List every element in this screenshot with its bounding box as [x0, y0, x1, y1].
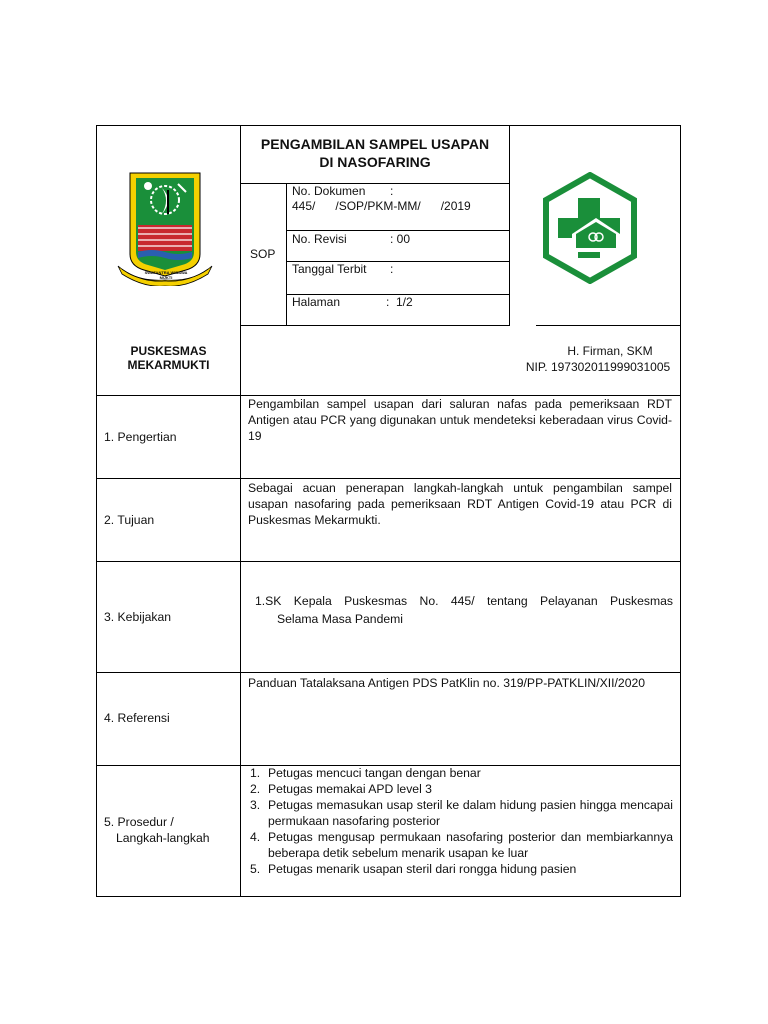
signature-block	[510, 343, 710, 375]
halaman-value: : 1/2	[386, 295, 413, 309]
referensi-text: Panduan Tatalaksana Antigen PDS PatKlin no. 319/PP-PATKLIN/XII/2020	[248, 676, 646, 690]
list-item: 4. Petugas mengusap permukaan nasofaring posterior dan membiarkannya beberapa detik sebelum menarik usapan ke luar	[250, 830, 673, 860]
prosedur-label-line2: Langkah-langkah	[116, 831, 210, 845]
prosedur-steps	[250, 765, 673, 877]
signer-name: H. Firman, SKM	[567, 344, 653, 358]
emblem-motto: SWATANTRA WIBAWA MUKTI	[144, 270, 188, 280]
revisi-value: : 00	[390, 232, 411, 246]
kebijakan-line2: Selama Masa Pandemi	[277, 612, 403, 626]
halaman-label: Halaman	[292, 295, 341, 309]
doc-no-colon: :	[390, 184, 394, 198]
title-line2: DI NASOFARING	[319, 154, 431, 170]
referensi-label: 4. Referensi	[104, 711, 170, 725]
list-item: 2. Petugas memakai APD level 3	[250, 782, 432, 796]
list-item: 5. Petugas menarik usapan steril dari rongga hidung pasien	[250, 862, 577, 876]
doc-no-label: No. Dokumen	[292, 184, 366, 198]
regency-emblem	[116, 170, 214, 286]
tujuan-text: Sebagai acuan penerapan langkah-langkah untuk pengambilan sampel usapan nasofaring pada pemeriksaan RDT Antigen Covid-19 atau PCR di Puskesmas Mekarmukti.	[248, 481, 672, 527]
prosedur-label	[104, 814, 210, 846]
puskesmas-logo-icon	[542, 172, 638, 284]
tujuan-label: 2. Tujuan	[104, 513, 155, 527]
title-line1: PENGAMBILAN SAMPEL USAPAN	[260, 136, 490, 152]
pengertian-text: Pengambilan sampel usapan dari saluran nafas pada pemeriksaan RDT Antigen atau PCR yang digunakan untuk mendeteksi keberadaan virus Covid-19	[248, 397, 672, 443]
terbit-value: :	[390, 262, 394, 276]
signer-nip: NIP. 197302011999031005	[525, 360, 671, 374]
list-item: 1. Petugas mencuci tangan dengan benar	[250, 766, 481, 780]
kebijakan-line1: 1.SK Kepala Puskesmas No. 445/ tentang Pelayanan Puskesmas	[255, 594, 673, 608]
prosedur-label-line1: 5. Prosedur /	[104, 815, 174, 829]
list-item: 3. Petugas memasukan usap steril ke dalam hidung pasien hingga mencapai permukaan nasofaring posterior	[250, 798, 673, 828]
doc-no-value: 445/ /SOP/PKM-MM/ /2019	[292, 199, 471, 213]
terbit-label: Tanggal Terbit	[292, 262, 367, 276]
sop-label: SOP	[250, 247, 276, 261]
revisi-label: No. Revisi	[292, 232, 347, 246]
org-line1: PUSKESMAS	[130, 344, 207, 358]
organization-name	[97, 344, 240, 372]
org-line2: MEKARMUKTI	[127, 358, 210, 372]
pengertian-label: 1. Pengertian	[104, 430, 177, 444]
document-title	[242, 135, 508, 171]
kebijakan-label: 3. Kebijakan	[104, 610, 172, 624]
